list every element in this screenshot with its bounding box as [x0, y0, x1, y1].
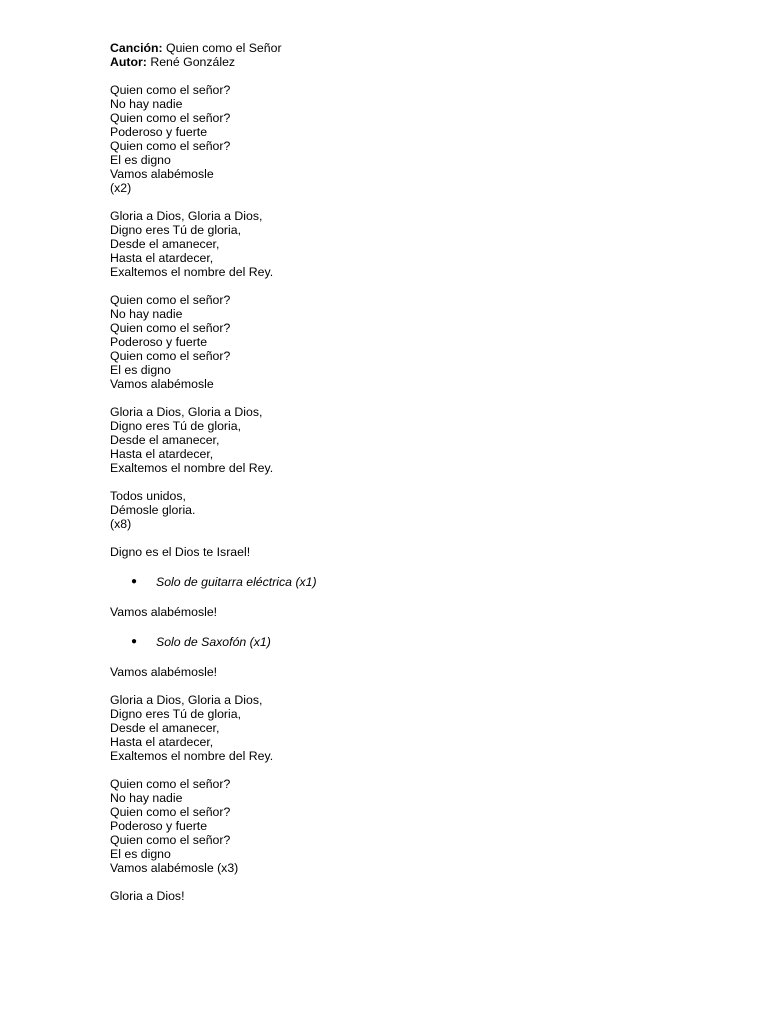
lyrics-stanza — [110, 545, 710, 559]
lyric-line: Quien como el señor? — [110, 293, 231, 307]
lyrics-stanza — [110, 693, 710, 763]
author-line — [110, 55, 710, 69]
lyric-line: Digno eres Tú de gloria, — [110, 419, 242, 433]
author-label: Autor: — [110, 55, 147, 69]
lyrics-section-a — [110, 83, 710, 559]
lyric-line: No hay nadie — [110, 97, 183, 111]
lyric-line: Quien como el señor? — [110, 139, 231, 153]
lyric-line: Démosle gloria. — [110, 503, 196, 517]
song-title: Quien como el Señor — [166, 41, 282, 55]
lyrics-stanza — [110, 777, 710, 875]
lyric-line: Gloria a Dios, Gloria a Dios, — [110, 209, 263, 223]
lyric-line: El es digno — [110, 363, 171, 377]
bullet-icon: ● — [131, 636, 138, 647]
lyric-line: Gloria a Dios, Gloria a Dios, — [110, 693, 263, 707]
lyric-line: Desde el amanecer, — [110, 721, 220, 735]
lyric-line: Digno eres Tú de gloria, — [110, 707, 242, 721]
after-solo-saxophone-line: Vamos alabémosle! — [110, 665, 218, 679]
lyric-line: (x2) — [110, 181, 132, 195]
lyric-line: Digno eres Tú de gloria, — [110, 223, 242, 237]
lyric-line: Todos unidos, — [110, 489, 186, 503]
lyric-line: (x8) — [110, 517, 132, 531]
lyric-line: Quien como el señor? — [110, 349, 231, 363]
lyric-line: Gloria a Dios! — [110, 889, 185, 903]
bullet-icon: ● — [131, 576, 138, 587]
song-label: Canción: — [110, 41, 163, 55]
lyrics-stanza — [110, 293, 710, 391]
lyrics-stanza — [110, 209, 710, 279]
lyric-line: Poderoso y fuerte — [110, 335, 208, 349]
lyrics-stanza — [110, 83, 710, 195]
solo-saxophone-text: Solo de Saxofón (x1) — [156, 635, 271, 649]
lyric-line: Gloria a Dios, Gloria a Dios, — [110, 405, 263, 419]
lyric-line: Quien como el señor? — [110, 111, 231, 125]
lyric-line: No hay nadie — [110, 791, 183, 805]
lyric-line: Digno es el Dios te Israel! — [110, 545, 251, 559]
lyric-line: Poderoso y fuerte — [110, 125, 208, 139]
lyric-line: Exaltemos el nombre del Rey. — [110, 461, 274, 475]
after-solo-guitar-line: Vamos alabémosle! — [110, 605, 218, 619]
lyric-line: Hasta el atardecer, — [110, 735, 214, 749]
lyrics-page — [110, 41, 710, 903]
lyric-line: Quien como el señor? — [110, 83, 231, 97]
lyric-line: Quien como el señor? — [110, 833, 231, 847]
lyric-line: Vamos alabémosle (x3) — [110, 861, 239, 875]
lyric-line: Hasta el atardecer, — [110, 447, 214, 461]
lyric-line: Exaltemos el nombre del Rey. — [110, 265, 274, 279]
lyrics-stanza — [110, 889, 710, 903]
lyric-line: Desde el amanecer, — [110, 237, 220, 251]
lyrics-stanza — [110, 405, 710, 475]
lyrics-section-b — [110, 693, 710, 903]
lyrics-stanza — [110, 489, 710, 531]
lyric-line: Vamos alabémosle — [110, 377, 214, 391]
lyric-line: Quien como el señor? — [110, 321, 231, 335]
lyric-line: El es digno — [110, 153, 171, 167]
lyric-line: No hay nadie — [110, 307, 183, 321]
lyric-line: El es digno — [110, 847, 171, 861]
lyric-line: Quien como el señor? — [110, 805, 231, 819]
song-title-line — [110, 41, 710, 55]
lyric-line: Hasta el atardecer, — [110, 251, 214, 265]
lyric-line: Poderoso y fuerte — [110, 819, 208, 833]
solo-item-saxophone — [110, 635, 710, 649]
solo-guitar-text: Solo de guitarra eléctrica (x1) — [156, 575, 317, 589]
lyric-line: Exaltemos el nombre del Rey. — [110, 749, 274, 763]
solo-item-guitar — [110, 575, 710, 589]
lyric-line: Desde el amanecer, — [110, 433, 220, 447]
lyric-line: Vamos alabémosle — [110, 167, 214, 181]
author-name: René González — [150, 55, 236, 69]
lyric-line: Quien como el señor? — [110, 777, 231, 791]
